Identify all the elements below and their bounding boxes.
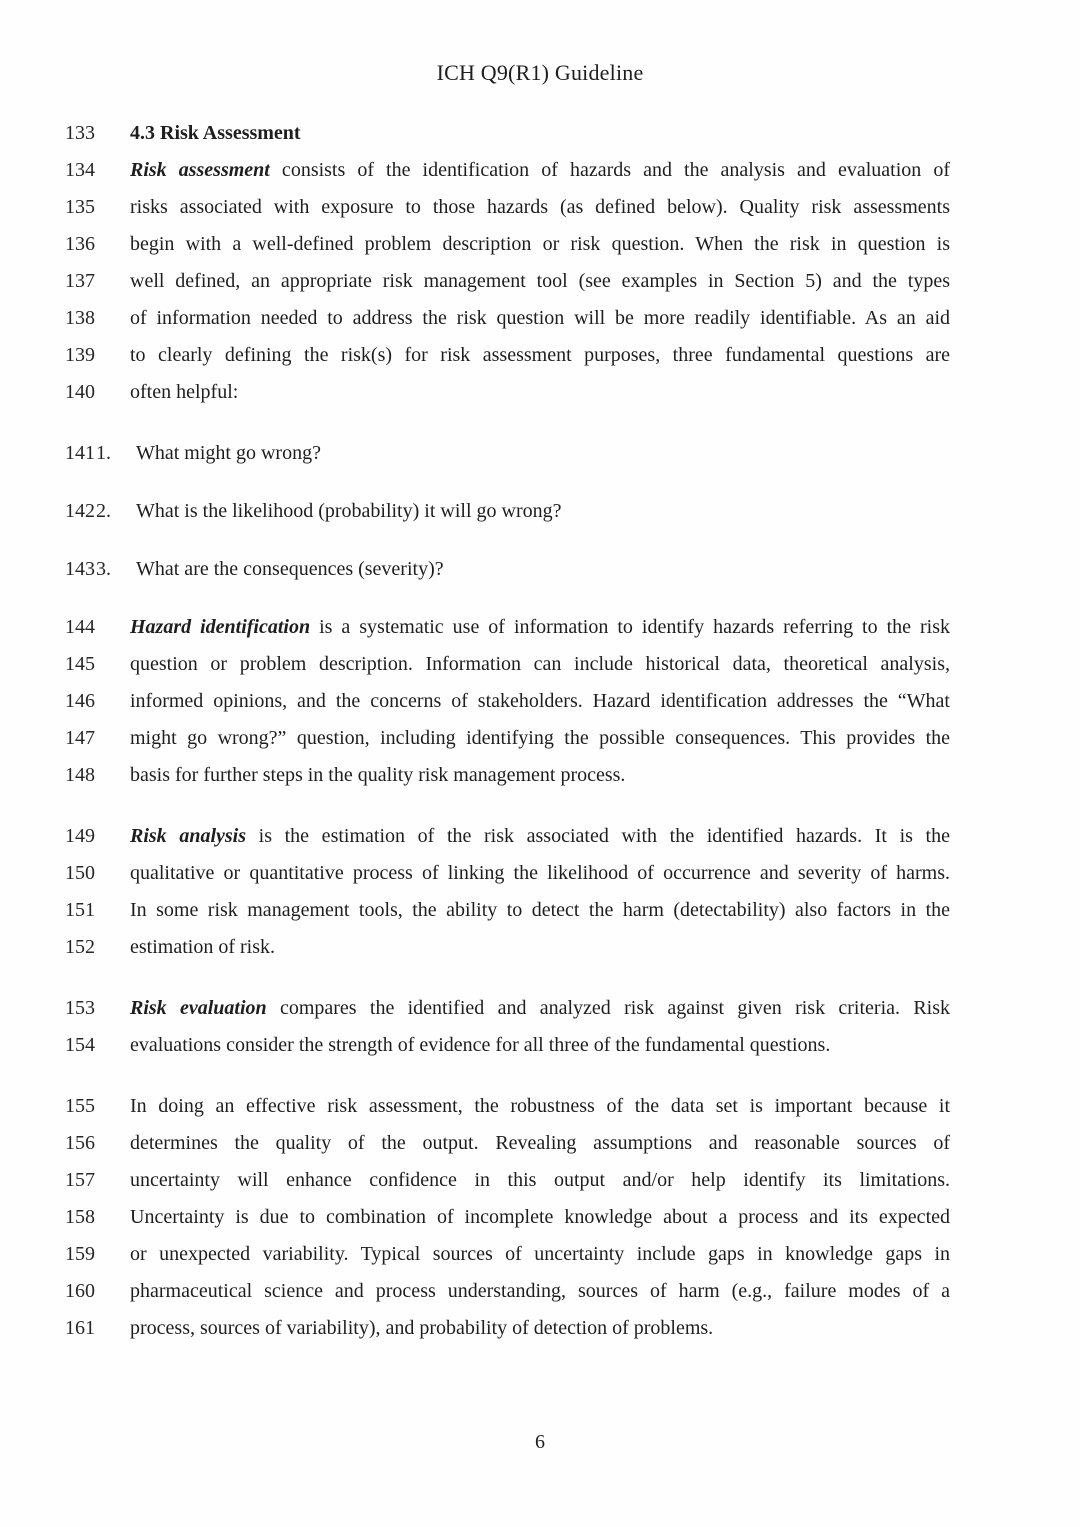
list-block xyxy=(65,551,950,588)
line-number-gutter xyxy=(65,609,130,646)
line-number: 144 xyxy=(65,616,95,638)
line-number: 155 xyxy=(65,1095,95,1117)
line-number-gutter xyxy=(65,152,130,189)
body-text: basis for further steps in the quality risk management process. xyxy=(130,764,626,786)
document-line xyxy=(65,1162,950,1199)
document-line xyxy=(65,683,950,720)
line-text xyxy=(130,551,950,588)
line-number-gutter xyxy=(65,1125,130,1162)
body-text: uncertainty will enhance confidence in this output and/or help identify its limitations. xyxy=(130,1169,950,1191)
line-text xyxy=(130,435,950,472)
line-text xyxy=(130,892,950,929)
body-text: pharmaceutical science and process understanding, sources of harm (e.g., failure modes of a xyxy=(130,1280,950,1302)
line-text xyxy=(130,1162,950,1199)
emphasized-term: Hazard identification xyxy=(130,616,311,638)
line-number-gutter xyxy=(65,1162,130,1199)
line-number: 160 xyxy=(65,1280,95,1302)
line-number-gutter xyxy=(65,189,130,226)
line-number: 150 xyxy=(65,862,95,884)
line-number-gutter xyxy=(65,892,130,929)
line-text xyxy=(130,929,950,966)
page-number: 6 xyxy=(535,1431,545,1453)
line-number: 153 xyxy=(65,997,95,1019)
line-number-gutter xyxy=(65,374,130,411)
line-text xyxy=(130,1236,950,1273)
document-line xyxy=(65,226,950,263)
body-text: What is the likelihood (probability) it will go wrong? xyxy=(136,500,562,522)
emphasized-term: Risk analysis xyxy=(130,825,246,847)
document-line xyxy=(65,757,950,794)
line-number-gutter xyxy=(65,115,130,152)
line-text xyxy=(130,337,950,374)
line-text xyxy=(130,189,950,226)
line-number-gutter xyxy=(65,818,130,855)
document-line xyxy=(65,929,950,966)
line-number-gutter xyxy=(65,683,130,720)
document-line xyxy=(65,1199,950,1236)
line-number: 136 xyxy=(65,233,95,255)
line-text xyxy=(130,1027,950,1064)
document-line xyxy=(65,990,950,1027)
document-line xyxy=(65,300,950,337)
line-number: 134 xyxy=(65,159,95,181)
line-number-gutter xyxy=(65,720,130,757)
document-line xyxy=(65,551,950,588)
document-line xyxy=(65,115,950,152)
body-text: estimation of risk. xyxy=(130,936,275,958)
line-number: 142 xyxy=(65,500,95,522)
line-number: 139 xyxy=(65,344,95,366)
body-text: risks associated with exposure to those hazards (as defined below). Quality risk assessments xyxy=(130,196,950,218)
line-text xyxy=(130,818,950,855)
line-number-gutter xyxy=(65,551,130,588)
line-number: 146 xyxy=(65,690,95,712)
line-number: 133 xyxy=(65,122,95,144)
line-text xyxy=(130,493,950,530)
document-line xyxy=(65,374,950,411)
paragraph-block xyxy=(65,152,950,411)
line-number-gutter xyxy=(65,1273,130,1310)
line-text xyxy=(130,720,950,757)
line-number-gutter xyxy=(65,300,130,337)
line-text xyxy=(130,1088,950,1125)
line-number: 159 xyxy=(65,1243,95,1265)
line-text xyxy=(130,263,950,300)
line-number: 148 xyxy=(65,764,95,786)
line-number-gutter xyxy=(65,226,130,263)
document-content xyxy=(65,115,950,1347)
document-line xyxy=(65,189,950,226)
line-text xyxy=(130,609,950,646)
line-number: 143 xyxy=(65,558,95,580)
document-line xyxy=(65,435,950,472)
list-block xyxy=(65,435,950,472)
line-text xyxy=(130,226,950,263)
body-text: In some risk management tools, the ability to detect the harm (detectability) also factors in the xyxy=(130,899,950,921)
line-number: 141 xyxy=(65,442,95,464)
document-line xyxy=(65,818,950,855)
body-text: In doing an effective risk assessment, the robustness of the data set is important because it xyxy=(130,1095,950,1117)
body-text: Uncertainty is due to combination of incomplete knowledge about a process and its expected xyxy=(130,1206,950,1228)
line-text xyxy=(130,1125,950,1162)
line-number: 145 xyxy=(65,653,95,675)
body-text: determines the quality of the output. Revealing assumptions and reasonable sources of xyxy=(130,1132,950,1154)
line-text xyxy=(130,300,950,337)
document-line xyxy=(65,1125,950,1162)
document-line xyxy=(65,1088,950,1125)
line-number: 140 xyxy=(65,381,95,403)
body-text: consists of the identification of hazards and the analysis and evaluation of xyxy=(269,159,950,181)
list-marker: 1. xyxy=(96,442,111,464)
line-number-gutter xyxy=(65,1199,130,1236)
list-marker: 2. xyxy=(96,500,111,522)
paragraph-block xyxy=(65,990,950,1064)
bold-text: 4.3 Risk Assessment xyxy=(130,122,301,144)
paragraph-block xyxy=(65,1088,950,1347)
body-text: qualitative or quantitative process of linking the likelihood of occurrence and severity of harms. xyxy=(130,862,950,884)
document-line xyxy=(65,609,950,646)
line-text xyxy=(130,757,950,794)
document-line xyxy=(65,646,950,683)
heading-block xyxy=(65,115,950,152)
document-line xyxy=(65,493,950,530)
paragraph-block xyxy=(65,818,950,966)
line-number: 147 xyxy=(65,727,95,749)
line-text xyxy=(130,374,950,411)
line-number: 151 xyxy=(65,899,95,921)
line-number: 152 xyxy=(65,936,95,958)
body-text: or unexpected variability. Typical sources of uncertainty include gaps in knowledge gaps in xyxy=(130,1243,950,1265)
body-text: often helpful: xyxy=(130,381,239,403)
body-text: to clearly defining the risk(s) for risk assessment purposes, three fundamental questions are xyxy=(130,344,950,366)
line-number-gutter xyxy=(65,646,130,683)
body-text: evaluations consider the strength of evidence for all three of the fundamental questions. xyxy=(130,1034,831,1056)
body-text: compares the identified and analyzed risk against given risk criteria. Risk xyxy=(266,997,950,1019)
line-text xyxy=(130,152,950,189)
document-line xyxy=(65,1310,950,1347)
line-number-gutter xyxy=(65,1027,130,1064)
body-text: What might go wrong? xyxy=(136,442,321,464)
paragraph-block xyxy=(65,609,950,794)
body-text: process, sources of variability), and probability of detection of problems. xyxy=(130,1317,714,1339)
body-text: well defined, an appropriate risk management tool (see examples in Section 5) and the types xyxy=(130,270,950,292)
line-number-gutter xyxy=(65,990,130,1027)
list-block xyxy=(65,493,950,530)
line-text xyxy=(130,990,950,1027)
line-text xyxy=(130,1273,950,1310)
document-line xyxy=(65,1236,950,1273)
body-text: begin with a well-defined problem description or risk question. When the risk in question is xyxy=(130,233,950,255)
line-number: 161 xyxy=(65,1317,95,1339)
line-number-gutter xyxy=(65,263,130,300)
document-line xyxy=(65,337,950,374)
document-line xyxy=(65,855,950,892)
body-text: might go wrong?” question, including identifying the possible consequences. This provides the xyxy=(130,727,950,749)
line-number: 154 xyxy=(65,1034,95,1056)
list-marker: 3. xyxy=(96,558,111,580)
document-line xyxy=(65,263,950,300)
line-number-gutter xyxy=(65,855,130,892)
document-line xyxy=(65,1273,950,1310)
line-text xyxy=(130,646,950,683)
line-number: 158 xyxy=(65,1206,95,1228)
line-number-gutter xyxy=(65,929,130,966)
document-line xyxy=(65,1027,950,1064)
line-text xyxy=(130,1310,950,1347)
line-number: 138 xyxy=(65,307,95,329)
document-line xyxy=(65,720,950,757)
line-text xyxy=(130,115,950,152)
page-header-title: ICH Q9(R1) Guideline xyxy=(436,60,644,85)
line-number-gutter xyxy=(65,1236,130,1273)
line-text xyxy=(130,1199,950,1236)
emphasized-term: Risk evaluation xyxy=(130,997,267,1019)
document-line xyxy=(65,892,950,929)
body-text: What are the consequences (severity)? xyxy=(136,558,444,580)
body-text: of information needed to address the risk question will be more readily identifiable. As an aid xyxy=(130,307,950,329)
line-number-gutter xyxy=(65,1088,130,1125)
line-text xyxy=(130,855,950,892)
line-number: 149 xyxy=(65,825,95,847)
body-text: is a systematic use of information to identify hazards referring to the risk xyxy=(310,616,950,638)
body-text: is the estimation of the risk associated with the identified hazards. It is the xyxy=(246,825,950,847)
line-number-gutter xyxy=(65,493,130,530)
line-number: 137 xyxy=(65,270,95,292)
line-number: 156 xyxy=(65,1132,95,1154)
line-number: 135 xyxy=(65,196,95,218)
line-number-gutter xyxy=(65,1310,130,1347)
line-number-gutter xyxy=(65,337,130,374)
line-number-gutter xyxy=(65,435,130,472)
line-text xyxy=(130,683,950,720)
body-text: informed opinions, and the concerns of stakeholders. Hazard identification addresses the “What xyxy=(130,690,950,712)
line-number: 157 xyxy=(65,1169,95,1191)
emphasized-term: Risk assessment xyxy=(130,159,270,181)
document-line xyxy=(65,152,950,189)
line-number-gutter xyxy=(65,757,130,794)
body-text: question or problem description. Information can include historical data, theoretical analysis, xyxy=(130,653,950,675)
